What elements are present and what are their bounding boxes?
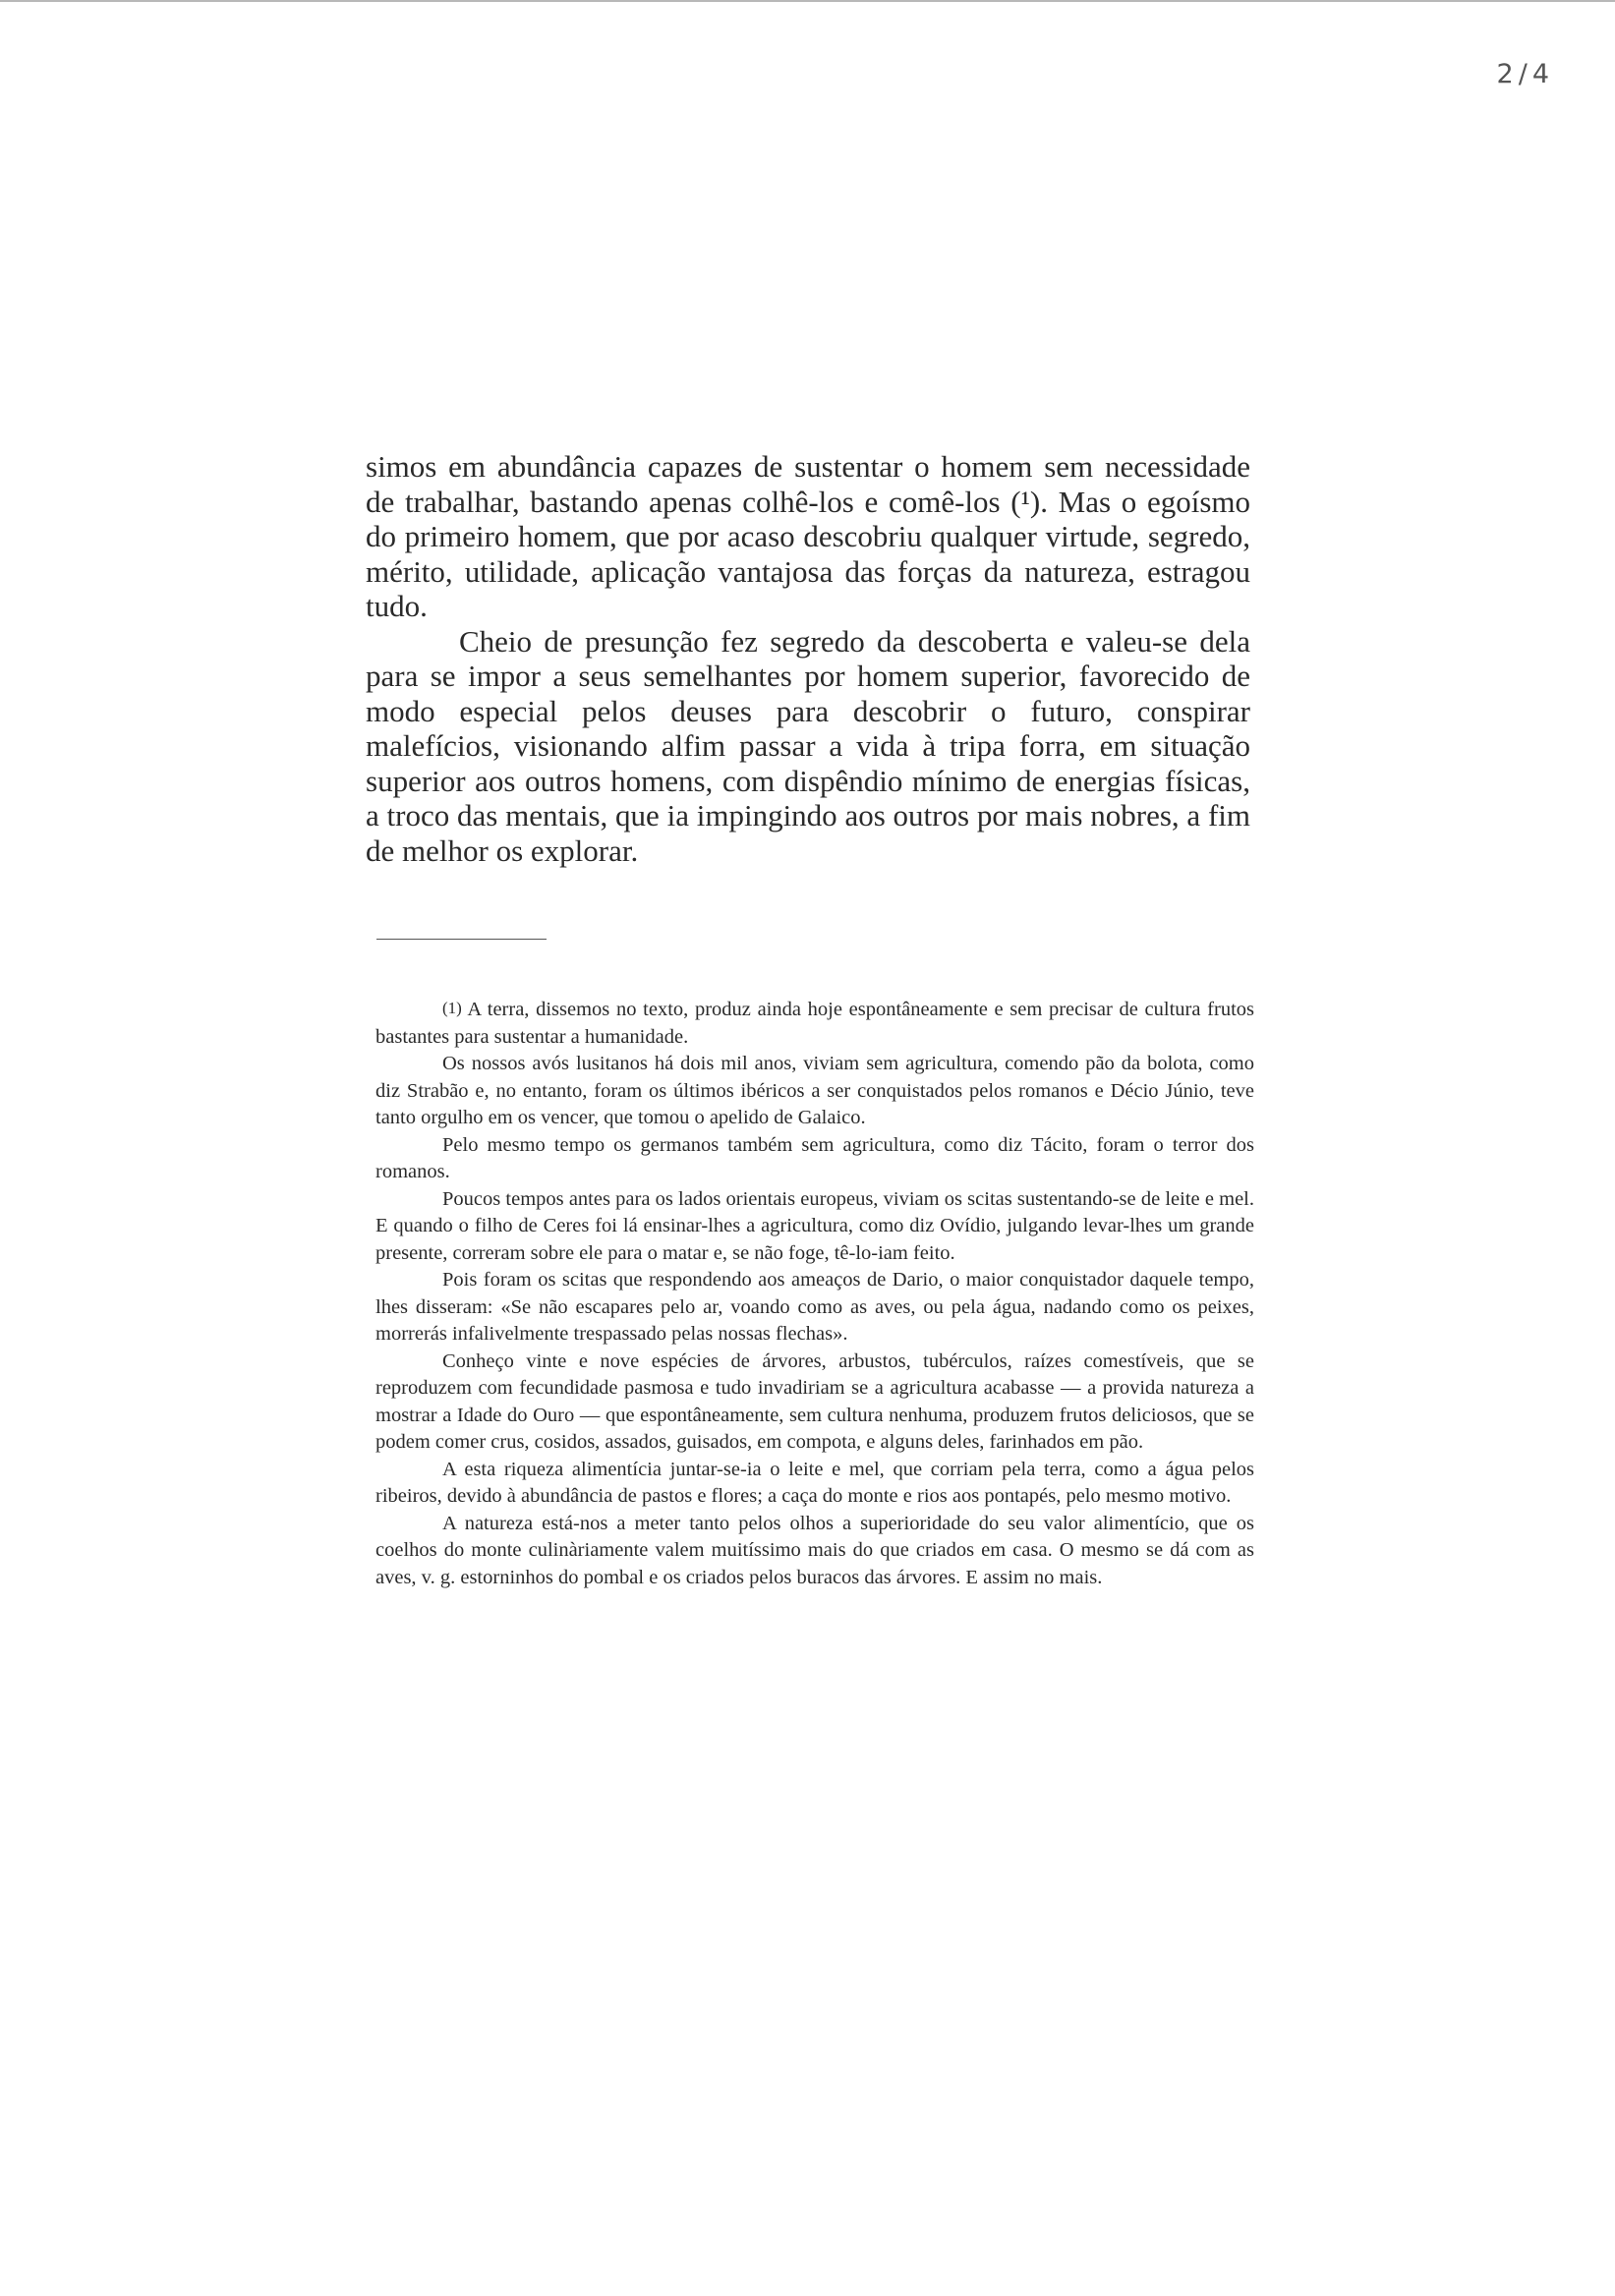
footnote-paragraph-2: Os nossos avós lusitanos há dois mil anos, viviam sem agricultura, comendo pão da bolota, como diz Strabão e, no entanto, foram os últimos ibéricos a ser conquistados pelos romanos e Décio Júnio, teve tanto orgulho em os vencer, que tomou o apelido de Galaico. [375, 1053, 1254, 1128]
main-text [366, 449, 1250, 868]
footnotes [375, 995, 1254, 1591]
footnote-text-1: A terra, dissemos no texto, produz ainda hoje espontâneamente e sem precisar de cultura frutos bastantes para sustentar a humanidade. [375, 999, 1254, 1048]
scan-top-edge [0, 0, 1615, 2]
footnote-paragraph-1 [375, 995, 1254, 1051]
footnote-paragraph-8: A natureza está-nos a meter tanto pelos olhos a superioridade do seu valor alimentício, que os coelhos do monte culinàriamente valem muitíssimo mais do que criados em casa. O mesmo se dá com as aves, v. g. estorninhos do pombal e os criados pelos buracos das árvores. E assim no mais. [375, 1512, 1254, 1588]
footnote-paragraph-4: Poucos tempos antes para os lados orientais europeus, viviam os scitas sustentando-se de leite e mel. E quando o filho de Ceres foi lá ensinar-lhes a agricultura, como diz Ovídio, julgando levar-lhes um grande presente, correram sobre ele para o matar e, se não foge, tê-lo-iam feito. [375, 1187, 1254, 1264]
main-paragraph-1: simos em abundância capazes de sustentar o homem sem necessidade de trabalhar, bastando apenas colhê-los e comê-los (¹). Mas o egoísmo do primeiro homem, que por acaso descobriu qualquer virtude, segredo, mérito, utilidade, aplicação vantajosa das forças da natureza, estragou tudo. [366, 449, 1250, 623]
footnote-paragraph-5: Pois foram os scitas que respondendo aos ameaços de Dario, o maior conquistador daquele tempo, lhes disseram: «Se não escapares pelo ar, voando como as aves, ou pela água, nadando como os peixes, morrerás infalivelmente trespassado pelas nossas flechas». [375, 1269, 1254, 1345]
footnote-paragraph-6: Conheço vinte e nove espécies de árvores, arbustos, tubérculos, raízes comestíveis, que se reproduzem com fecundidade pasmosa e tudo invadiriam se a agricultura acabasse — a provida natureza a mostrar a Idade do Ouro — que espontâneamente, sem cultura nenhuma, produzem frutos deliciosos, que se podem comer crus, cosidos, assados, guisados, em compota, e alguns deles, farinhados em pão. [375, 1349, 1254, 1453]
footnote-paragraph-3: Pelo mesmo tempo os germanos também sem agricultura, como diz Tácito, foram o terror dos romanos. [375, 1133, 1254, 1182]
main-paragraph-2: Cheio de presunção fez segredo da descoberta e valeu-se dela para se impor a seus semelhantes por homem superior, favorecido de modo especial pelos deuses para descobrir o futuro, conspirar malefícios, visionando alfim passar a vida à tripa forra, em situação superior aos outros homens, com dispêndio mínimo de energias físicas, a troco das mentais, que ia impingindo aos outros por mais nobres, a fim de melhor os explorar. [366, 623, 1250, 868]
footnote-paragraph-7: A esta riqueza alimentícia juntar-se-ia o leite e mel, que corriam pela terra, como a água pelos ribeiros, devido à abundância de pastos e flores; a caça do monte e rios aos pontapés, pelo mesmo motivo. [375, 1458, 1254, 1507]
page-number: 2/4 [1496, 59, 1554, 89]
footnote-marker: (1) [442, 999, 462, 1017]
footnote-separator [376, 939, 547, 940]
